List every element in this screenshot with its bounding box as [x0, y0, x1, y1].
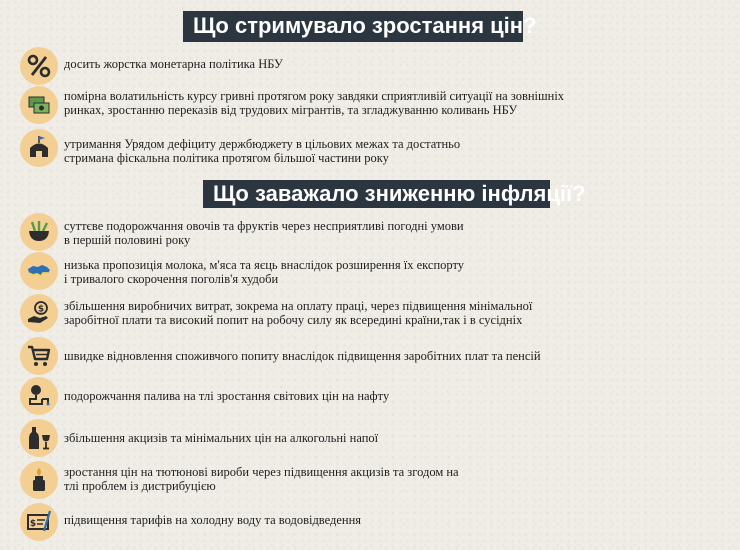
item-text: низька пропозиція молока, м'яса та яєць внаслідок розширення їх експорту і тривалого скорочення поголів'я худоби	[64, 258, 465, 286]
vegetables-bowl-icon	[20, 213, 58, 251]
lighter-icon	[20, 461, 58, 499]
currency-exchange-icon	[20, 86, 58, 124]
shopping-cart-icon	[20, 337, 58, 375]
svg-text:$: $	[37, 304, 45, 315]
item-text: зростання цін на тютюнові вироби через підвищення акцизів та згодом на тлі проблем із дистрибуцією	[64, 465, 459, 493]
svg-text:$: $	[29, 519, 37, 529]
item-text: утримання Урядом дефіциту держбюджету в цільових межах та достатньо стримана фіскальна політика протягом більшої частини року	[64, 137, 461, 165]
ukraine-map-icon	[20, 252, 58, 290]
salary-hand-icon	[20, 294, 58, 332]
utility-bill-icon	[20, 503, 58, 541]
item-text: швидке відновлення споживчого попиту внаслідок підвищення заробітних плат та пенсій	[64, 349, 541, 363]
item-text: досить жорстка монетарна політика НБУ	[64, 57, 283, 71]
alcohol-bottle-icon	[20, 419, 58, 457]
item-text: підвищення тарифів на холодну воду та водовідведення	[64, 513, 362, 527]
government-building-icon	[20, 129, 58, 167]
fuel-pump-icon	[20, 377, 58, 415]
item-text: суттєве подорожчання овочів та фруктів через несприятливі погодні умови в першій половині року	[64, 219, 464, 247]
item-text: збільшення виробничих витрат, зокрема на оплату праці, через підвищення мінімальної заробітної плати та високий попит на робочу силу як всередині країни,так і в сусідніх	[64, 299, 533, 327]
percent-icon	[20, 47, 58, 85]
item-text: подорожчання палива на тлі зростання світових цін на нафту	[64, 389, 390, 403]
item-text: помірна волатильність курсу гривні протягом року завдяки сприятливій ситуації на зовнішніх ринках, зростанню переказів від трудових мігрантів, та згладжуванню коливань НБУ	[64, 89, 565, 117]
section-title-2: Що заважало зниженню інфляції?	[203, 180, 550, 208]
item-text: збільшення акцизів та мінімальних цін на алкогольні напої	[64, 431, 379, 445]
section-title-1: Що стримувало зростання цін?	[183, 11, 523, 42]
